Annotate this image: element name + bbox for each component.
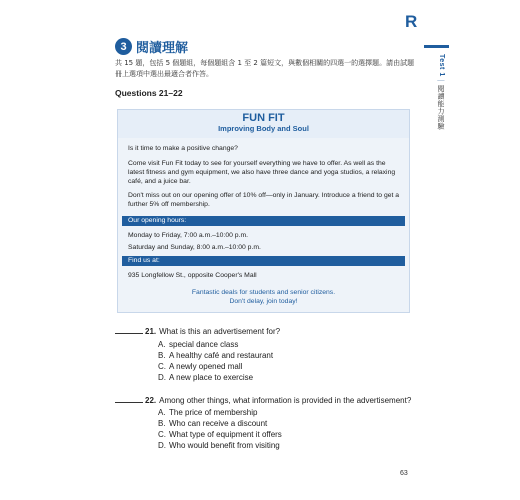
- question-text: What is this an advertisement for?: [159, 327, 281, 336]
- option-letter: D.: [158, 373, 166, 382]
- option-text: A healthy café and restaurant: [169, 351, 274, 360]
- option: [158, 418, 282, 429]
- question-21-options: [158, 339, 273, 383]
- side-tab-separator: |: [437, 79, 445, 83]
- option: [158, 350, 273, 361]
- section-letter: R: [405, 12, 418, 31]
- option-text: The price of membership: [169, 408, 258, 417]
- section-title: 閱讀理解: [136, 41, 189, 56]
- option-text: Who would benefit from visiting: [169, 441, 280, 450]
- side-tab: [436, 54, 446, 130]
- option: [158, 339, 273, 350]
- ad-paragraph: Come visit Fun Fit today to see for yourself everything we have to offer. As well as the latest fitness and gym equipment, we also have three dance and yoga studios, a relaxing café, and a juice bar.: [128, 160, 396, 185]
- option-text: A newly opened mall: [169, 362, 243, 371]
- option: [158, 440, 282, 451]
- ad-body: [118, 138, 409, 312]
- section-number-badge: 3: [115, 38, 132, 55]
- option-letter: C.: [158, 362, 166, 371]
- advertisement: [117, 109, 410, 313]
- option: [158, 361, 273, 372]
- hours-weekend: Saturday and Sunday, 8:00 a.m.–10:00 p.m.: [128, 244, 261, 251]
- option-letter: B.: [158, 351, 166, 360]
- option: [158, 372, 273, 383]
- questions-range: Questions 21–22: [115, 88, 183, 98]
- side-tab-test: Test 1: [438, 54, 445, 77]
- location-heading: Find us at:: [122, 256, 405, 266]
- instructions: 共 15 題，包括 5 個題組，每個題組含 1 至 2 篇短文，與數個相關的四選一的選擇題。請由試題冊上選項中選出最適合者作答。: [115, 59, 415, 78]
- option: [158, 429, 282, 440]
- question-21: [115, 325, 280, 336]
- option-letter: A.: [158, 340, 166, 349]
- option: [158, 407, 282, 418]
- question-text: Among other things, what information is provided in the advertisement?: [159, 396, 412, 405]
- question-22: [115, 394, 411, 405]
- ad-header: [118, 110, 409, 138]
- ad-footer-line: Fantastic deals for students and senior citizens.: [191, 289, 336, 296]
- option-letter: A.: [158, 408, 166, 417]
- hours-weekdays: Monday to Friday, 7:00 a.m.–10:00 p.m.: [128, 232, 249, 239]
- ad-footer-line: Don't delay, join today!: [229, 298, 298, 305]
- answer-blank[interactable]: [115, 394, 143, 403]
- option-text: What type of equipment it offers: [169, 430, 282, 439]
- ad-paragraph: Don't miss out on our opening offer of 10% off—only in January. Introduce a friend to get a further 5% off membership.: [128, 192, 400, 208]
- side-tab-subject: 閱讀能力測驗: [437, 85, 445, 131]
- option-text: A new place to exercise: [169, 373, 254, 382]
- option-text: Who can receive a discount: [169, 419, 268, 428]
- page-number: 63: [400, 470, 408, 477]
- option-letter: B.: [158, 419, 166, 428]
- side-tab-rule: [424, 45, 449, 48]
- question-22-options: [158, 407, 282, 451]
- option-letter: C.: [158, 430, 166, 439]
- answer-blank[interactable]: [115, 325, 143, 334]
- ad-title: FUN FIT: [242, 112, 285, 124]
- question-number: 22.: [145, 396, 157, 405]
- option-text: special dance class: [169, 340, 239, 349]
- ad-subtitle: Improving Body and Soul: [218, 124, 309, 133]
- option-letter: D.: [158, 441, 166, 450]
- address: 935 Longfellow St., opposite Cooper's Mall: [128, 272, 257, 279]
- question-number: 21.: [145, 327, 157, 336]
- hours-heading: Our opening hours:: [122, 216, 405, 226]
- section-heading: [115, 37, 188, 56]
- ad-paragraph: Is it time to make a positive change?: [128, 145, 238, 152]
